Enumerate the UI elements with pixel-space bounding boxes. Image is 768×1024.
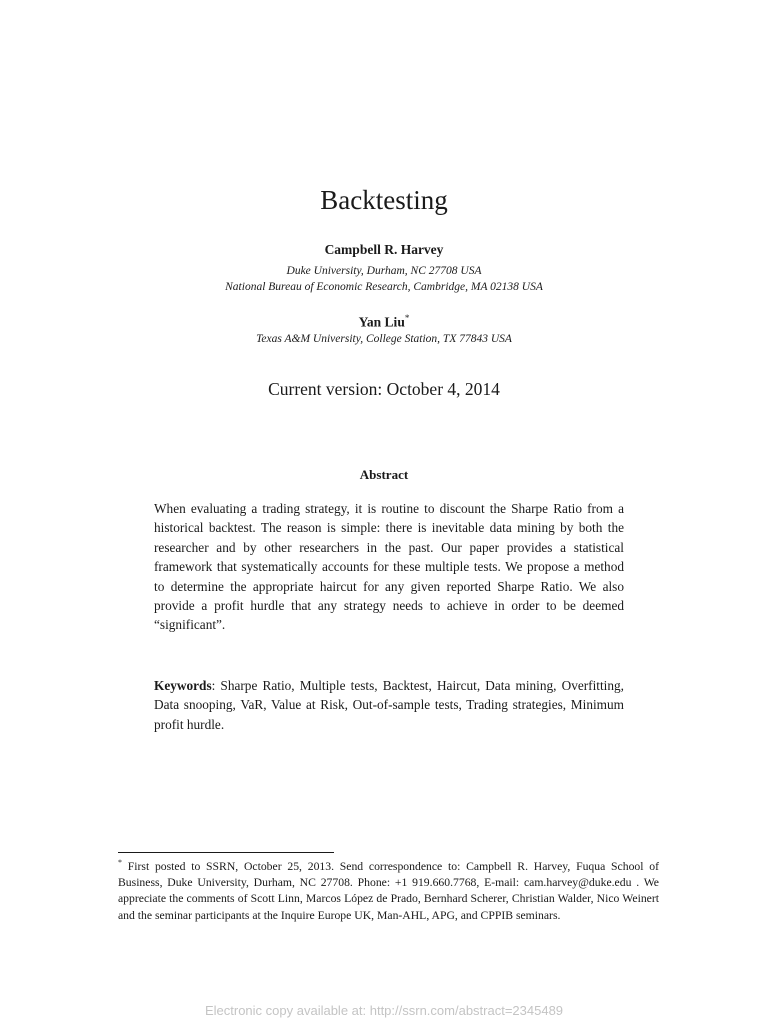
version-date: Current version: October 4, 2014 xyxy=(268,379,500,399)
keywords-label: Keywords xyxy=(154,678,212,693)
ssrn-footer: Electronic copy available at: http://ssrn.com/abstract=2345489 xyxy=(204,1003,564,1018)
footnote-divider xyxy=(118,852,334,853)
author-name xyxy=(0,309,768,332)
author-name-text: Campbell R. Harvey xyxy=(324,242,444,257)
footnote-marker: * xyxy=(404,313,410,323)
author-affiliation: National Bureau of Economic Research, Cambridge, MA 02138 USA xyxy=(225,281,543,293)
abstract-text: When evaluating a trading strategy, it is routine to discount the Sharpe Ratio from a historical backtest. The reason is simple: there is inevitable data mining by both the researcher and by other researchers in the past. Our paper provides a statistical framework that systematically accounts for these multiple tests. We propose a method to determine the appropriate haircut for any given reported Sharpe Ratio. We also provide a profit hurdle that any strategy needs to achieve in order to be deemed “significant”. xyxy=(154,501,624,633)
footnote-text: First posted to SSRN, October 25, 2013. Send correspondence to: Campbell R. Harvey, Fuqua School of Business, Duke University, Durham, NC 27708. Phone: +1 919.660.7768, E-mail: cam.harvey@duke.edu . We appreciate the comments of Scott Linn, Marcos López de Prado, Bernhard Scherer, Christian Walder, Nico Weinert and the seminar participants at the Inquire Europe UK, Man-AHL, APG, and CPPIB seminars. xyxy=(118,859,659,922)
keywords-text: : Sharpe Ratio, Multiple tests, Backtest, Haircut, Data mining, Overfitting, Data snooping, VaR, Value at Risk, Out-of-sample tests, Trading strategies, Minimum profit hurdle. xyxy=(154,678,624,732)
paper-title: Backtesting xyxy=(320,185,448,215)
author-name-text: Yan Liu xyxy=(358,314,405,330)
footnote-mark: * xyxy=(118,858,122,867)
keywords-paragraph xyxy=(154,676,624,734)
author-affiliation: Texas A&M University, College Station, TX 77843 USA xyxy=(256,333,512,345)
author-affiliation: Duke University, Durham, NC 27708 USA xyxy=(286,265,482,277)
abstract-heading: Abstract xyxy=(359,467,409,482)
author-name xyxy=(0,241,768,259)
footnote xyxy=(118,855,659,924)
